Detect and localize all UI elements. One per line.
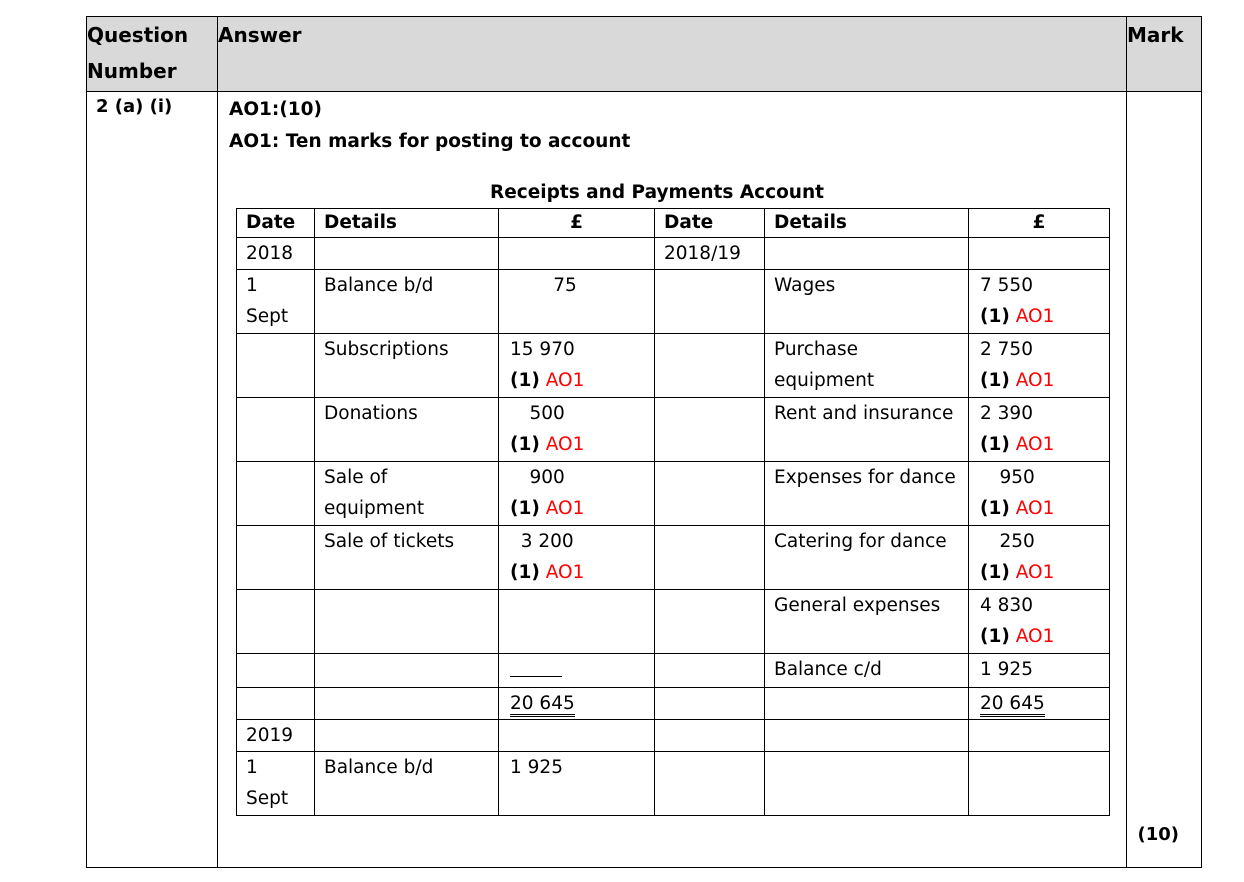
date-right [655, 688, 765, 720]
amount-left [499, 720, 655, 752]
details-left [315, 462, 499, 526]
header-question-line1: Question [87, 23, 189, 47]
amount-right [969, 270, 1110, 334]
amount-left [499, 398, 655, 462]
cell-text: Sale of equipment [324, 467, 425, 519]
mark-label: (1) [980, 626, 1010, 647]
date-left [237, 238, 315, 270]
amount-line [510, 752, 563, 783]
amount-left [499, 526, 655, 590]
amount-wrap [980, 526, 1054, 588]
date-right [655, 270, 765, 334]
amount-wrap [510, 752, 563, 783]
account-body [237, 238, 1110, 816]
amount-wrap [510, 398, 584, 460]
amount-left [499, 654, 655, 688]
amount-value: 950 [999, 467, 1035, 488]
account-row [237, 654, 1110, 688]
amount-value: 1 925 [980, 659, 1033, 680]
account-header-row [237, 209, 1110, 238]
cell-text: 2019 [246, 725, 294, 746]
amount-line [510, 462, 584, 493]
ao-label: AO1 [545, 370, 585, 391]
account-row [237, 334, 1110, 398]
amount-right [969, 398, 1110, 462]
cell-text: 1 Sept [246, 275, 289, 327]
details-right [765, 654, 969, 688]
account-row [237, 720, 1110, 752]
date-left [237, 270, 315, 334]
mark-label: (1) [980, 306, 1010, 327]
ao-label: AO1 [1015, 306, 1055, 327]
details-right [765, 688, 969, 720]
date-left [237, 752, 315, 816]
amount-value: 3 200 [520, 531, 574, 552]
amount-wrap [980, 590, 1054, 652]
details-right [765, 238, 969, 270]
mark-cell [1127, 92, 1202, 868]
ao-label: AO1 [1015, 626, 1055, 647]
account-row [237, 752, 1110, 816]
cell-text: Donations [324, 403, 418, 424]
amount-value: 15 970 [510, 339, 575, 360]
mark-label: (1) [980, 370, 1010, 391]
mark-label: (1) [980, 562, 1010, 583]
details-left [315, 752, 499, 816]
amount-wrap [980, 688, 1045, 719]
amount-left [499, 462, 655, 526]
date-left [237, 688, 315, 720]
amount-line [510, 398, 584, 429]
amount-right [969, 238, 1110, 270]
ao-label: AO1 [1015, 498, 1055, 519]
question-number: 2 (a) (i) [87, 92, 218, 868]
mark-label: (1) [510, 434, 540, 455]
amount-value: 250 [999, 531, 1035, 552]
date-right [655, 238, 765, 270]
date-left [237, 720, 315, 752]
header-row [87, 17, 1202, 92]
amount-wrap [980, 654, 1033, 685]
ao-label: AO1 [545, 434, 585, 455]
account-row [237, 238, 1110, 270]
amount-line [980, 526, 1054, 557]
date-right [655, 654, 765, 688]
amount-value: 2 750 [980, 339, 1033, 360]
details-right [765, 334, 969, 398]
amount-line [980, 334, 1054, 365]
amount-left [499, 270, 655, 334]
account-title: Receipts and Payments Account [490, 182, 824, 203]
amount-value: 20 645 [980, 693, 1045, 717]
mark-award [980, 557, 1054, 588]
mark-scheme-table [86, 16, 1202, 868]
amount-line [980, 654, 1033, 685]
details-left [315, 688, 499, 720]
date-right [655, 526, 765, 590]
date-left [237, 526, 315, 590]
answer-heading-2: AO1: Ten marks for posting to account [229, 131, 631, 152]
amount-left [499, 752, 655, 816]
mark-award [980, 493, 1054, 524]
date-right [655, 398, 765, 462]
amount-left [499, 238, 655, 270]
amount-wrap [510, 334, 584, 396]
date-right [655, 752, 765, 816]
cell-text: General expenses [774, 595, 941, 616]
mark-award [510, 493, 584, 524]
answer-heading-1: AO1:(10) [229, 99, 322, 120]
subtotal-rule [510, 654, 562, 677]
details-left [315, 334, 499, 398]
details-right [765, 590, 969, 654]
date-right [655, 720, 765, 752]
date-left [237, 590, 315, 654]
cell-text: Balance b/d [324, 275, 434, 296]
details-left [315, 720, 499, 752]
date-left [237, 334, 315, 398]
amount-right [969, 720, 1110, 752]
details-left [315, 590, 499, 654]
details-left [315, 398, 499, 462]
account-row [237, 590, 1110, 654]
amount-left [499, 590, 655, 654]
amount-wrap [980, 398, 1054, 460]
cell-text: Wages [774, 275, 836, 296]
amount-value: 1 925 [510, 757, 563, 778]
account-row [237, 688, 1110, 720]
amount-value: 2 390 [980, 403, 1033, 424]
receipts-payments-table [236, 208, 1110, 816]
amount-line [510, 526, 584, 557]
details-left [315, 238, 499, 270]
cell-text: Balance c/d [774, 659, 882, 680]
amount-value: 75 [553, 275, 577, 296]
date-left [237, 462, 315, 526]
account-row [237, 398, 1110, 462]
amount-wrap [510, 270, 620, 301]
mark-award [980, 621, 1054, 652]
col-details-left: Details [315, 209, 499, 238]
col-details-right: Details [765, 209, 969, 238]
mark-label: (1) [510, 370, 540, 391]
details-right [765, 270, 969, 334]
mark-label: (1) [980, 498, 1010, 519]
amount-value: 20 645 [510, 693, 575, 717]
amount-right [969, 462, 1110, 526]
amount-line [510, 270, 620, 301]
cell-text: Catering for dance [774, 531, 947, 552]
mark-award [510, 365, 584, 396]
cell-text: Expenses for dance [774, 467, 956, 488]
ao-label: AO1 [1015, 562, 1055, 583]
amount-value: 900 [529, 467, 565, 488]
total-marks: (10) [1137, 824, 1179, 845]
mark-award [980, 365, 1054, 396]
cell-text: Purchase equipment [774, 339, 875, 391]
header-question-number [87, 17, 218, 92]
details-right [765, 720, 969, 752]
col-pound-right: £ [969, 209, 1110, 238]
details-left [315, 654, 499, 688]
amount-wrap [980, 462, 1054, 524]
date-right [655, 462, 765, 526]
amount-left [499, 688, 655, 720]
cell-text: 1 Sept [246, 757, 289, 809]
cell-text: 2018/19 [664, 243, 741, 264]
header-mark: Mark [1127, 17, 1202, 92]
amount-wrap [510, 654, 562, 677]
mark-label: (1) [510, 562, 540, 583]
amount-value: 4 830 [980, 595, 1033, 616]
amount-left [499, 334, 655, 398]
amount-wrap [510, 526, 584, 588]
mark-award [980, 301, 1054, 332]
ao-label: AO1 [1015, 370, 1055, 391]
amount-line [980, 270, 1054, 301]
cell-text: Balance b/d [324, 757, 434, 778]
header-question-line2: Number [87, 59, 177, 83]
ao-label: AO1 [1015, 434, 1055, 455]
amount-right [969, 334, 1110, 398]
amount-right [969, 526, 1110, 590]
header-answer: Answer [218, 17, 1127, 92]
amount-line [980, 590, 1054, 621]
cell-text: 2018 [246, 243, 294, 264]
cell-text: Rent and insurance [774, 403, 954, 424]
amount-line [510, 334, 584, 365]
amount-wrap [980, 334, 1054, 396]
cell-text: Subscriptions [324, 339, 449, 360]
amount-line [510, 688, 575, 719]
mark-award [510, 429, 584, 460]
account-row [237, 270, 1110, 334]
amount-line [980, 462, 1054, 493]
mark-award [510, 557, 584, 588]
answer-cell [218, 92, 1127, 868]
date-right [655, 590, 765, 654]
amount-wrap [510, 462, 584, 524]
amount-line [980, 688, 1045, 719]
amount-wrap [510, 688, 575, 719]
details-right [765, 526, 969, 590]
date-right [655, 334, 765, 398]
amount-value: 500 [529, 403, 565, 424]
col-date-right: Date [655, 209, 765, 238]
mark-label: (1) [510, 498, 540, 519]
amount-wrap [980, 270, 1054, 332]
date-left [237, 654, 315, 688]
amount-value: 7 550 [980, 275, 1033, 296]
ao-label: AO1 [545, 498, 585, 519]
amount-right [969, 590, 1110, 654]
date-left [237, 398, 315, 462]
cell-text: Sale of tickets [324, 531, 455, 552]
amount-right [969, 654, 1110, 688]
ao-label: AO1 [545, 562, 585, 583]
amount-line [980, 398, 1054, 429]
account-row [237, 462, 1110, 526]
question-row [87, 92, 1202, 868]
details-right [765, 462, 969, 526]
details-left [315, 270, 499, 334]
details-right [765, 752, 969, 816]
mark-label: (1) [980, 434, 1010, 455]
col-pound-left: £ [499, 209, 655, 238]
col-date-left: Date [237, 209, 315, 238]
account-row [237, 526, 1110, 590]
amount-right [969, 688, 1110, 720]
details-left [315, 526, 499, 590]
amount-right [969, 752, 1110, 816]
details-right [765, 398, 969, 462]
mark-award [980, 429, 1054, 460]
